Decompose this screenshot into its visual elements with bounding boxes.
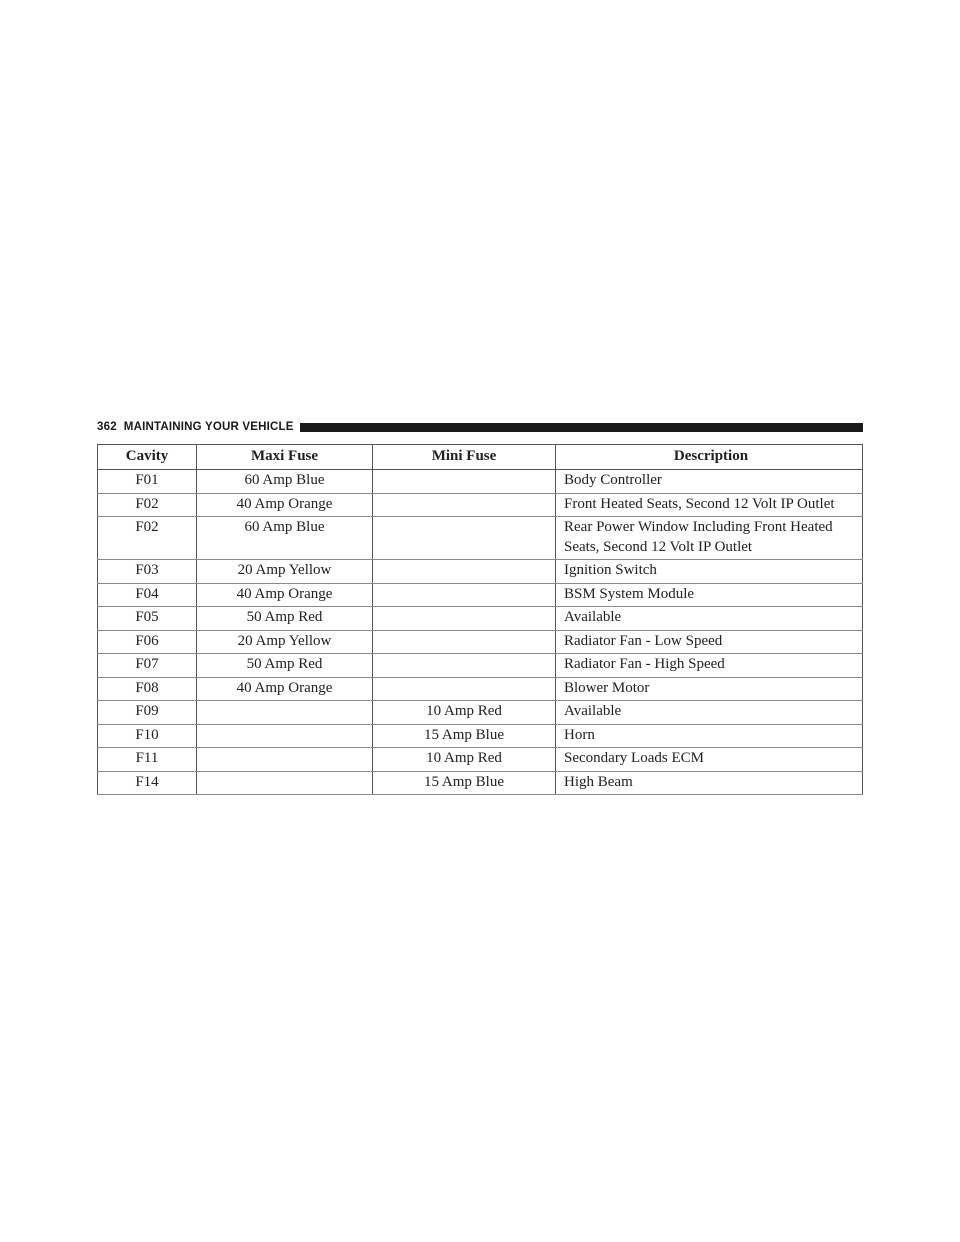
cell-maxi-fuse: 20 Amp Yellow <box>197 560 373 584</box>
table-row <box>98 748 863 772</box>
header-rule <box>300 423 863 432</box>
table-row <box>98 677 863 701</box>
table-header <box>98 445 863 470</box>
column-header-mini-fuse: Mini Fuse <box>373 445 556 470</box>
column-header-cavity: Cavity <box>98 445 197 470</box>
table-header-row <box>98 445 863 470</box>
table-row <box>98 724 863 748</box>
cell-cavity: F14 <box>98 771 197 795</box>
cell-cavity: F09 <box>98 701 197 725</box>
cell-mini-fuse <box>373 493 556 517</box>
cell-cavity: F04 <box>98 583 197 607</box>
cell-mini-fuse: 10 Amp Red <box>373 748 556 772</box>
cell-maxi-fuse <box>197 701 373 725</box>
cell-description: Secondary Loads ECM <box>556 748 863 772</box>
section-title: MAINTAINING YOUR VEHICLE <box>123 421 294 433</box>
table-row <box>98 630 863 654</box>
cell-description: Front Heated Seats, Second 12 Volt IP Outlet <box>556 493 863 517</box>
cell-maxi-fuse <box>197 724 373 748</box>
cell-mini-fuse <box>373 677 556 701</box>
cell-mini-fuse <box>373 630 556 654</box>
page-header <box>97 418 863 436</box>
cell-description: High Beam <box>556 771 863 795</box>
page-number: 362 <box>97 421 117 433</box>
cell-cavity: F11 <box>98 748 197 772</box>
fuse-table <box>97 444 863 795</box>
cell-mini-fuse <box>373 470 556 494</box>
table-row <box>98 771 863 795</box>
table-row <box>98 560 863 584</box>
cell-cavity: F05 <box>98 607 197 631</box>
column-header-description: Description <box>556 445 863 470</box>
cell-description: Horn <box>556 724 863 748</box>
cell-maxi-fuse <box>197 748 373 772</box>
table-body <box>98 470 863 795</box>
cell-description: BSM System Module <box>556 583 863 607</box>
cell-mini-fuse <box>373 560 556 584</box>
cell-description: Blower Motor <box>556 677 863 701</box>
cell-description: Radiator Fan - High Speed <box>556 654 863 678</box>
cell-cavity: F06 <box>98 630 197 654</box>
column-header-maxi-fuse: Maxi Fuse <box>197 445 373 470</box>
cell-maxi-fuse <box>197 771 373 795</box>
table-row <box>98 654 863 678</box>
cell-mini-fuse <box>373 607 556 631</box>
cell-cavity: F10 <box>98 724 197 748</box>
cell-description: Ignition Switch <box>556 560 863 584</box>
cell-description: Radiator Fan - Low Speed <box>556 630 863 654</box>
cell-maxi-fuse: 40 Amp Orange <box>197 677 373 701</box>
cell-maxi-fuse: 40 Amp Orange <box>197 493 373 517</box>
cell-description: Available <box>556 607 863 631</box>
cell-description: Available <box>556 701 863 725</box>
cell-cavity: F02 <box>98 493 197 517</box>
cell-maxi-fuse: 40 Amp Orange <box>197 583 373 607</box>
table-row <box>98 607 863 631</box>
cell-cavity: F03 <box>98 560 197 584</box>
cell-cavity: F07 <box>98 654 197 678</box>
table-row <box>98 470 863 494</box>
cell-maxi-fuse: 20 Amp Yellow <box>197 630 373 654</box>
cell-mini-fuse <box>373 517 556 560</box>
cell-mini-fuse: 15 Amp Blue <box>373 724 556 748</box>
table-row <box>98 517 863 560</box>
cell-cavity: F08 <box>98 677 197 701</box>
cell-description: Body Controller <box>556 470 863 494</box>
cell-maxi-fuse: 60 Amp Blue <box>197 470 373 494</box>
cell-mini-fuse: 10 Amp Red <box>373 701 556 725</box>
cell-maxi-fuse: 50 Amp Red <box>197 607 373 631</box>
cell-mini-fuse <box>373 654 556 678</box>
cell-description: Rear Power Window Including Front Heated Seats, Second 12 Volt IP Outlet <box>556 517 863 560</box>
cell-cavity: F02 <box>98 517 197 560</box>
table-row <box>98 701 863 725</box>
cell-maxi-fuse: 60 Amp Blue <box>197 517 373 560</box>
table-row <box>98 583 863 607</box>
table-row <box>98 493 863 517</box>
cell-cavity: F01 <box>98 470 197 494</box>
cell-maxi-fuse: 50 Amp Red <box>197 654 373 678</box>
cell-mini-fuse <box>373 583 556 607</box>
cell-mini-fuse: 15 Amp Blue <box>373 771 556 795</box>
